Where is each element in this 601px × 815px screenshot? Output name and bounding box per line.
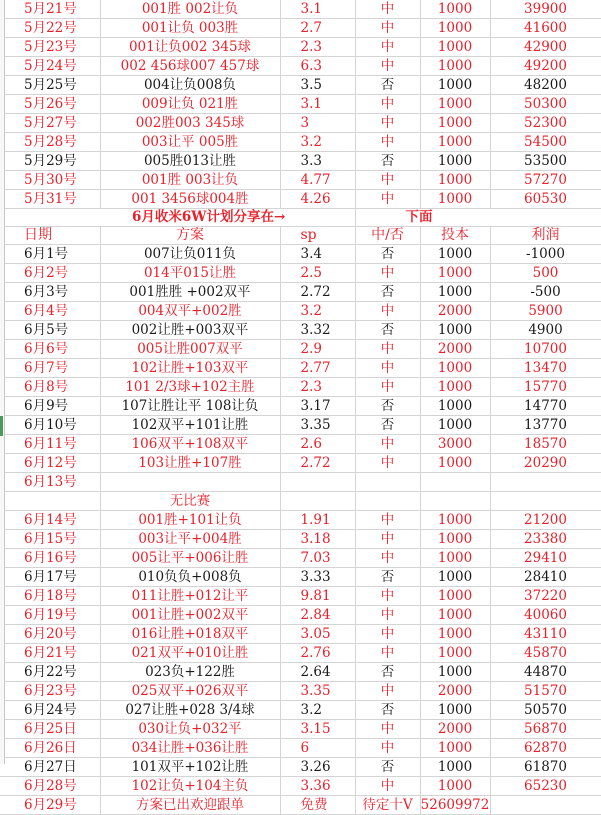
plan-cell: 无比赛: [100, 492, 280, 511]
invest-cell: 1000: [420, 378, 490, 397]
profit-cell: 15770: [490, 378, 601, 397]
table-row: [0, 796, 601, 815]
result-cell: 中: [355, 302, 420, 321]
date-cell: 5月31号: [0, 190, 100, 209]
profit-cell: 18570: [490, 435, 601, 454]
result-cell: 中: [355, 606, 420, 625]
table-row: [0, 644, 601, 663]
invest-cell: 3000: [420, 435, 490, 454]
column-header-invest: 投本: [420, 227, 490, 245]
result-cell: 中: [355, 57, 420, 76]
date-cell: 5月26号: [0, 95, 100, 114]
table-row: [0, 568, 601, 587]
table-row: [0, 587, 601, 606]
sp-cell: 3.18: [280, 530, 355, 549]
sp-cell: 3.3: [280, 152, 355, 171]
profit-cell: [490, 796, 601, 815]
table-row: [0, 511, 601, 530]
profit-cell: 41600: [490, 19, 601, 38]
profit-cell: 39900: [490, 0, 601, 19]
result-cell: [355, 492, 420, 511]
column-header-profit: 利润: [490, 227, 601, 245]
plan-cell: 025双平+026双平: [100, 682, 280, 701]
sp-cell: 3: [280, 114, 355, 133]
sp-cell: 3.35: [280, 416, 355, 435]
profit-cell: 65230: [490, 777, 601, 796]
result-cell: 否: [355, 701, 420, 720]
profit-cell: 44870: [490, 663, 601, 682]
plan-cell: 001让负 003胜: [100, 19, 280, 38]
result-cell: 否: [355, 663, 420, 682]
profit-cell: 500: [490, 264, 601, 283]
plan-cell: 030让负+032平: [100, 720, 280, 739]
result-cell: 中: [355, 511, 420, 530]
table-row: [0, 663, 601, 682]
table-row: [0, 152, 601, 171]
date-cell: 6月27日: [0, 758, 100, 777]
profit-cell: 49200: [490, 57, 601, 76]
plan-cell: 001让胜+002双平: [100, 606, 280, 625]
column-header-result: 中/否: [355, 227, 420, 245]
sp-cell: 3.2: [280, 701, 355, 720]
result-cell: 中: [355, 587, 420, 606]
profit-cell: 10700: [490, 340, 601, 359]
date-cell: 5月24号: [0, 57, 100, 76]
column-header-sp: sp: [280, 227, 355, 245]
profit-cell: 50300: [490, 95, 601, 114]
sp-cell: 3.36: [280, 777, 355, 796]
profit-cell: 53500: [490, 152, 601, 171]
table-row: [0, 758, 601, 777]
result-cell: 否: [355, 416, 420, 435]
profit-cell: 61870: [490, 758, 601, 777]
profit-cell: 62870: [490, 739, 601, 758]
result-cell: 中: [355, 454, 420, 473]
sp-cell: 2.3: [280, 38, 355, 57]
date-cell: 6月28号: [0, 777, 100, 796]
table-row: [0, 454, 601, 473]
invest-cell: [420, 473, 490, 492]
plan-cell: 034让胜+036让胜: [100, 739, 280, 758]
date-cell: 6月16号: [0, 549, 100, 568]
profit-cell: 50570: [490, 701, 601, 720]
result-cell: 中: [355, 549, 420, 568]
date-cell: 6月17号: [0, 568, 100, 587]
section-banner-row: [0, 209, 601, 227]
table-row: [0, 720, 601, 739]
table-row: [0, 378, 601, 397]
date-cell: 6月10号: [0, 416, 100, 435]
invest-cell: 1000: [420, 758, 490, 777]
invest-cell: 1000: [420, 739, 490, 758]
date-cell: 5月22号: [0, 19, 100, 38]
sp-cell: 3.1: [280, 0, 355, 19]
header-row: [0, 227, 601, 245]
date-cell: 6月25日: [0, 720, 100, 739]
result-cell: 中: [355, 378, 420, 397]
result-cell: 中: [355, 0, 420, 19]
date-cell: 6月26日: [0, 739, 100, 758]
profit-cell: -500: [490, 283, 601, 302]
table-row: [0, 606, 601, 625]
result-cell: 中: [355, 777, 420, 796]
date-cell: 6月3号: [0, 283, 100, 302]
table-row: [0, 190, 601, 209]
profit-cell: 51570: [490, 682, 601, 701]
date-cell: 5月25号: [0, 76, 100, 95]
invest-cell: 1000: [420, 57, 490, 76]
profit-cell: 21200: [490, 511, 601, 530]
invest-cell: 1000: [420, 95, 490, 114]
table-row: [0, 283, 601, 302]
invest-cell: [420, 492, 490, 511]
date-cell: 6月29号: [0, 796, 100, 815]
plan-cell: 016让胜+018双平: [100, 625, 280, 644]
invest-cell: 1000: [420, 133, 490, 152]
sp-cell: 2.6: [280, 435, 355, 454]
table-row: [0, 340, 601, 359]
result-cell: [355, 473, 420, 492]
sp-cell: 3.17: [280, 397, 355, 416]
result-cell: 否: [355, 283, 420, 302]
table-row: [0, 435, 601, 454]
invest-cell: 1000: [420, 264, 490, 283]
result-cell: 中: [355, 38, 420, 57]
result-cell: 否: [355, 152, 420, 171]
profit-cell: 20290: [490, 454, 601, 473]
result-cell: 中: [355, 530, 420, 549]
sp-cell: 9.81: [280, 587, 355, 606]
result-cell: 中: [355, 190, 420, 209]
date-cell: 6月22号: [0, 663, 100, 682]
profit-cell: 13470: [490, 359, 601, 378]
date-cell: 5月28号: [0, 133, 100, 152]
invest-cell: 1000: [420, 245, 490, 264]
sp-cell: 3.15: [280, 720, 355, 739]
plan-cell: 004让负008负: [100, 76, 280, 95]
plan-cell: 027让胜+028 3/4球: [100, 701, 280, 720]
invest-cell: 1000: [420, 0, 490, 19]
date-cell: 6月9号: [0, 397, 100, 416]
invest-cell: 1000: [420, 454, 490, 473]
date-cell: 6月23号: [0, 682, 100, 701]
table-row: [0, 245, 601, 264]
table-row: [0, 549, 601, 568]
invest-cell: 1000: [420, 663, 490, 682]
table-row: [0, 530, 601, 549]
invest-cell: 1000: [420, 625, 490, 644]
sp-cell: 2.5: [280, 264, 355, 283]
sp-cell: 2.64: [280, 663, 355, 682]
profit-cell: 14770: [490, 397, 601, 416]
invest-cell: 1000: [420, 606, 490, 625]
result-cell: 中: [355, 171, 420, 190]
result-cell: 否: [355, 321, 420, 340]
plan-cell: 107让胜让平 108让负: [100, 397, 280, 416]
profit-cell: 48200: [490, 76, 601, 95]
date-cell: 6月4号: [0, 302, 100, 321]
plan-cell: 010负负+008负: [100, 568, 280, 587]
invest-cell: 1000: [420, 416, 490, 435]
plan-cell: 011让胜+012让平: [100, 587, 280, 606]
table-row: [0, 171, 601, 190]
profit-cell: [490, 492, 601, 511]
profit-cell: 28410: [490, 568, 601, 587]
profit-cell: [490, 473, 601, 492]
plan-cell: 003让平 005胜: [100, 133, 280, 152]
banner-text-right: 下面: [355, 209, 601, 227]
invest-cell: 1000: [420, 283, 490, 302]
table-row: [0, 359, 601, 378]
sp-cell: 4.77: [280, 171, 355, 190]
invest-cell: 1000: [420, 644, 490, 663]
sp-cell: 3.26: [280, 758, 355, 777]
sp-cell: 2.84: [280, 606, 355, 625]
plan-cell: 001胜 003让负: [100, 171, 280, 190]
date-cell: 6月5号: [0, 321, 100, 340]
sp-cell: 3.2: [280, 133, 355, 152]
profit-cell: 13770: [490, 416, 601, 435]
invest-cell: 1000: [420, 321, 490, 340]
table-row: [0, 473, 601, 492]
date-cell: 6月19号: [0, 606, 100, 625]
invest-cell: 2000: [420, 340, 490, 359]
plan-cell: 001 3456球004胜: [100, 190, 280, 209]
result-cell: 中: [355, 95, 420, 114]
profit-cell: 4900: [490, 321, 601, 340]
date-cell: 6月24号: [0, 701, 100, 720]
profit-cell: 56870: [490, 720, 601, 739]
profit-cell: 52300: [490, 114, 601, 133]
sp-cell: 4.26: [280, 190, 355, 209]
invest-cell: 1000: [420, 549, 490, 568]
invest-cell: 2000: [420, 682, 490, 701]
sp-cell: 3.05: [280, 625, 355, 644]
profit-cell: 23380: [490, 530, 601, 549]
table-row: [0, 95, 601, 114]
profit-cell: 45870: [490, 644, 601, 663]
sp-cell: [280, 492, 355, 511]
plan-cell: 005胜013让胜: [100, 152, 280, 171]
table-row: [0, 302, 601, 321]
invest-cell: 2000: [420, 302, 490, 321]
column-header-plan: 方案: [100, 227, 280, 245]
profit-cell: -1000: [490, 245, 601, 264]
invest-cell: 1000: [420, 511, 490, 530]
profit-cell: 42900: [490, 38, 601, 57]
plan-cell: 023负+122胜: [100, 663, 280, 682]
plan-cell: 003让平+004胜: [100, 530, 280, 549]
sp-cell: 3.35: [280, 682, 355, 701]
date-cell: 6月20号: [0, 625, 100, 644]
sp-cell: 3.2: [280, 302, 355, 321]
banner-text: 6月收米6W计划分享在→: [0, 209, 355, 227]
invest-cell: 1000: [420, 152, 490, 171]
invest-cell: 1000: [420, 777, 490, 796]
result-cell: 否: [355, 76, 420, 95]
sp-cell: 3.5: [280, 76, 355, 95]
table-row: [0, 57, 601, 76]
sp-cell: 7.03: [280, 549, 355, 568]
date-cell: 6月7号: [0, 359, 100, 378]
sp-cell: 2.72: [280, 454, 355, 473]
plan-cell: [100, 473, 280, 492]
date-cell: 6月14号: [0, 511, 100, 530]
profit-cell: 54500: [490, 133, 601, 152]
result-cell: 中: [355, 19, 420, 38]
plan-cell: 021双平+010让胜: [100, 644, 280, 663]
sp-cell: 3.32: [280, 321, 355, 340]
result-cell: 中: [355, 264, 420, 283]
column-header-date: 日期: [0, 227, 100, 245]
result-cell: 中: [355, 340, 420, 359]
plan-cell: 106双平+108双平: [100, 435, 280, 454]
selected-row-marker: [0, 416, 3, 436]
table-row: [0, 38, 601, 57]
sp-cell: 2.72: [280, 283, 355, 302]
result-cell: 否: [355, 397, 420, 416]
invest-cell: 1000: [420, 397, 490, 416]
plan-cell: 001胜胜 +002双平: [100, 283, 280, 302]
profit-cell: 29410: [490, 549, 601, 568]
invest-cell: 2000: [420, 720, 490, 739]
plan-cell: 004双平+002胜: [100, 302, 280, 321]
plan-cell: 102让胜+103双平: [100, 359, 280, 378]
date-cell: 5月30号: [0, 171, 100, 190]
sp-cell: 2.76: [280, 644, 355, 663]
plan-cell: 014平015让胜: [100, 264, 280, 283]
profit-cell: 37220: [490, 587, 601, 606]
plan-cell: 102双平+101让胜: [100, 416, 280, 435]
plan-cell: 005让胜007双平: [100, 340, 280, 359]
row-header-gutter: [0, 0, 5, 764]
result-cell: 中: [355, 682, 420, 701]
plan-cell: 002 456球007 457球: [100, 57, 280, 76]
plan-cell: 001让负002 345球: [100, 38, 280, 57]
table-row: [0, 777, 601, 796]
sp-cell: 2.3: [280, 378, 355, 397]
result-cell: 中: [355, 720, 420, 739]
plan-cell: 002胜003 345球: [100, 114, 280, 133]
table-row: [0, 701, 601, 720]
sp-cell: 3.1: [280, 95, 355, 114]
profit-cell: 60530: [490, 190, 601, 209]
date-cell: [0, 492, 100, 511]
invest-cell: 1000: [420, 530, 490, 549]
table-row: [0, 625, 601, 644]
table-row: [0, 114, 601, 133]
plan-cell: 103让胜+107胜: [100, 454, 280, 473]
table-row: [0, 0, 601, 19]
date-cell: 6月1号: [0, 245, 100, 264]
result-cell: 否: [355, 568, 420, 587]
result-cell: 中: [355, 739, 420, 758]
table-row: [0, 264, 601, 283]
invest-cell: 1000: [420, 701, 490, 720]
invest-cell: 1000: [420, 587, 490, 606]
result-cell: 待定十V: [355, 796, 420, 815]
sp-cell: [280, 473, 355, 492]
table-row: [0, 133, 601, 152]
plan-cell: 009让负 021胜: [100, 95, 280, 114]
plan-cell: 101双平+102让胜: [100, 758, 280, 777]
result-cell: 否: [355, 758, 420, 777]
date-cell: 5月27号: [0, 114, 100, 133]
date-cell: 6月13号: [0, 473, 100, 492]
plan-cell: 102让负+104主负: [100, 777, 280, 796]
plan-cell: 001胜 002让负: [100, 0, 280, 19]
result-cell: 中: [355, 435, 420, 454]
profit-cell: 57270: [490, 171, 601, 190]
sp-cell: 1.91: [280, 511, 355, 530]
invest-cell: 1000: [420, 190, 490, 209]
date-cell: 6月21号: [0, 644, 100, 663]
sp-cell: 6.3: [280, 57, 355, 76]
date-cell: 6月15号: [0, 530, 100, 549]
table-row: [0, 19, 601, 38]
result-cell: 中: [355, 625, 420, 644]
sp-cell: 2.77: [280, 359, 355, 378]
date-cell: 6月11号: [0, 435, 100, 454]
table-row: [0, 321, 601, 340]
date-cell: 6月12号: [0, 454, 100, 473]
table-row: [0, 76, 601, 95]
invest-cell: 52609972: [420, 796, 490, 813]
result-cell: 否: [355, 245, 420, 264]
sp-cell: 3.4: [280, 245, 355, 264]
sp-cell: 2.9: [280, 340, 355, 359]
plan-cell: 005让平+006让胜: [100, 549, 280, 568]
plan-cell: 方案已出欢迎跟单: [100, 796, 280, 815]
table-row: [0, 416, 601, 435]
table-row: [0, 397, 601, 416]
sp-cell: 免费: [280, 796, 355, 815]
table-row: [0, 492, 601, 511]
result-cell: 中: [355, 114, 420, 133]
date-cell: 6月2号: [0, 264, 100, 283]
date-cell: 6月18号: [0, 587, 100, 606]
table-row: [0, 739, 601, 758]
sp-cell: 6: [280, 739, 355, 758]
invest-cell: 1000: [420, 76, 490, 95]
result-cell: 中: [355, 359, 420, 378]
date-cell: 6月8号: [0, 378, 100, 397]
profit-cell: 5900: [490, 302, 601, 321]
invest-cell: 1000: [420, 359, 490, 378]
plan-cell: 002让胜+003双平: [100, 321, 280, 340]
date-cell: 6月6号: [0, 340, 100, 359]
profit-cell: 43110: [490, 625, 601, 644]
result-cell: 中: [355, 133, 420, 152]
profit-cell: 40060: [490, 606, 601, 625]
plan-cell: 001胜+101让负: [100, 511, 280, 530]
invest-cell: 1000: [420, 114, 490, 133]
plan-cell: 007让负011负: [100, 245, 280, 264]
date-cell: 5月21号: [0, 0, 100, 19]
invest-cell: 1000: [420, 171, 490, 190]
result-cell: 中: [355, 644, 420, 663]
invest-cell: 1000: [420, 19, 490, 38]
invest-cell: 1000: [420, 568, 490, 587]
plan-cell: 101 2/3球+102主胜: [100, 378, 280, 397]
sp-cell: 3.33: [280, 568, 355, 587]
date-cell: 5月29号: [0, 152, 100, 171]
date-cell: 5月23号: [0, 38, 100, 57]
sp-cell: 2.7: [280, 19, 355, 38]
table-row: [0, 682, 601, 701]
invest-cell: 1000: [420, 38, 490, 57]
